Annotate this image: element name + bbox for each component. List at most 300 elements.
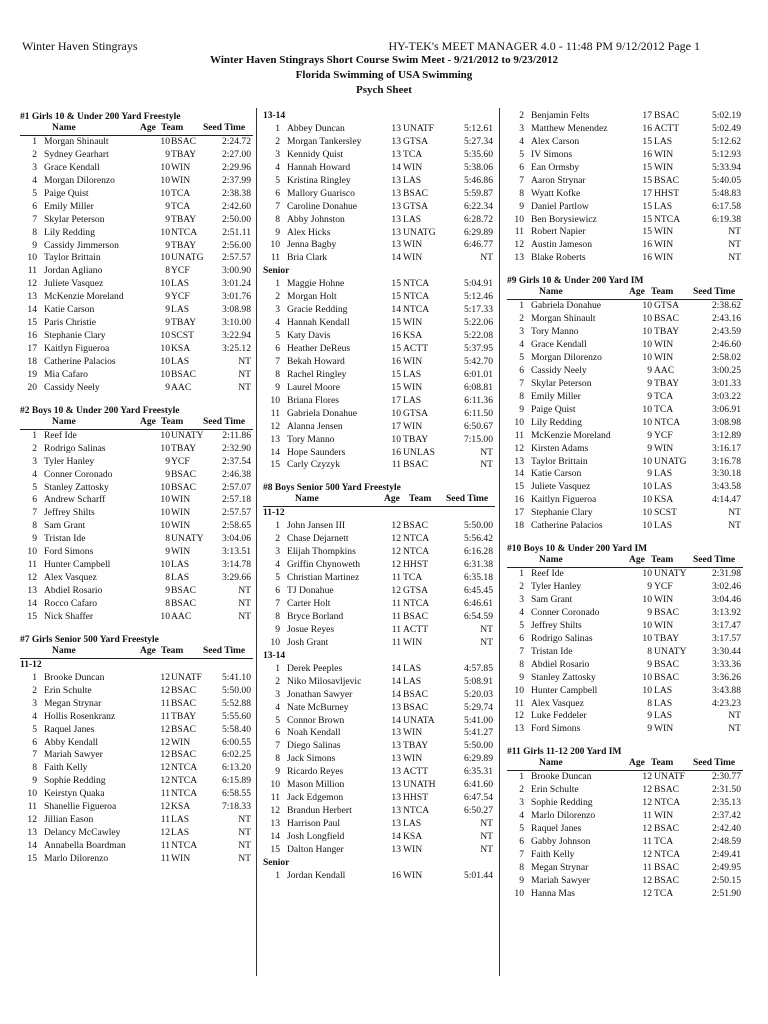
header-age: Age <box>140 123 156 133</box>
team-cell: TCA <box>654 403 674 415</box>
table-row <box>263 870 495 883</box>
swimmer-name-cell: Skylar Peterson <box>531 377 592 389</box>
place-cell: 17 <box>27 343 37 354</box>
place-cell: 10 <box>514 887 524 899</box>
age-cell: 10 <box>642 455 652 467</box>
age-cell: 13 <box>391 740 401 752</box>
seed-time-cell: 2:58.02 <box>711 352 741 363</box>
seed-time-cell: 5:27.34 <box>463 135 493 147</box>
swimmer-name-cell: Mallory Guarisco <box>287 187 355 199</box>
age-cell: 15 <box>391 278 401 290</box>
seed-time-cell: 3:36.26 <box>711 671 741 683</box>
table-row <box>507 685 743 698</box>
swimmer-name-cell: Harrison Paul <box>287 818 341 829</box>
team-cell: YCF <box>654 429 673 441</box>
place-cell: 3 <box>275 546 280 558</box>
seed-time-cell: 6:41.60 <box>463 779 493 791</box>
place-cell: 7 <box>519 848 524 860</box>
team-cell: TBAY <box>654 326 680 338</box>
swimmer-name-cell: Jordan Kendall <box>287 869 346 881</box>
team-cell: WIN <box>654 442 674 454</box>
age-cell: 15 <box>642 213 652 225</box>
table-row <box>263 317 495 330</box>
team-cell: LAS <box>171 827 190 839</box>
team-cell: WIN <box>654 339 674 351</box>
table-row <box>507 214 743 227</box>
place-cell: 2 <box>275 291 280 303</box>
header-seed-time: Seed Time <box>203 123 246 133</box>
meet-host-label: Winter Haven Stingrays <box>22 39 138 53</box>
table-row <box>20 598 253 611</box>
seed-time-cell: 5:22.06 <box>463 317 493 329</box>
place-cell: 3 <box>275 688 280 700</box>
table-row <box>263 831 495 844</box>
team-cell: WIN <box>403 727 423 739</box>
swimmer-name-cell: Abby Johnston <box>287 213 345 225</box>
swimmer-name-cell: Tyler Hanley <box>531 581 582 593</box>
swimmer-name-cell: TJ Donahue <box>287 585 334 597</box>
swimmer-name-cell: Marlo Dilorenzo <box>44 852 109 864</box>
swimmer-name-cell: Emily Miller <box>531 390 581 402</box>
swimmer-name-cell: Ford Simons <box>531 723 581 735</box>
seed-time-cell: 4:23.23 <box>711 697 741 709</box>
swimmer-name-cell: Ricardo Reyes <box>287 766 344 778</box>
seed-time-cell: 2:37.42 <box>711 810 741 822</box>
table-row <box>507 520 743 533</box>
swimmer-name-cell: Reef Ide <box>44 429 77 441</box>
seed-time-cell: NT <box>480 818 493 829</box>
seed-time-cell: 2:11.86 <box>222 429 251 441</box>
seed-time-cell: 2:27.00 <box>221 148 251 160</box>
team-cell: WIN <box>654 619 674 631</box>
team-cell: WIN <box>171 546 191 558</box>
place-cell: 10 <box>270 779 280 791</box>
place-cell: 10 <box>514 416 524 428</box>
seed-time-cell: 3:16.17 <box>711 442 741 454</box>
seed-time-cell: NT <box>238 368 251 380</box>
place-cell: 1 <box>32 429 37 441</box>
team-cell: BSAC <box>654 671 680 683</box>
place-cell: 1 <box>32 136 37 147</box>
age-cell: 9 <box>165 585 170 596</box>
team-cell: BSAC <box>403 688 429 700</box>
team-cell: BSAC <box>171 684 197 696</box>
age-cell: 10 <box>642 300 652 312</box>
place-cell: 14 <box>270 830 280 842</box>
team-cell: WIN <box>171 520 191 532</box>
place-cell: 8 <box>32 226 37 238</box>
table-row <box>507 594 743 607</box>
seed-time-cell: 3:43.88 <box>711 684 741 696</box>
event-spacer <box>507 736 743 745</box>
table-row <box>507 810 743 823</box>
team-cell: LAS <box>171 304 190 316</box>
table-row <box>263 520 495 533</box>
table-header-row <box>20 418 253 430</box>
age-cell: 9 <box>647 581 652 593</box>
table-row <box>20 317 253 330</box>
place-cell: 9 <box>519 874 524 886</box>
seed-time-cell: 6:01.01 <box>463 368 493 380</box>
event-spacer <box>20 624 253 633</box>
place-cell: 8 <box>275 213 280 225</box>
seed-time-cell: 5:50.00 <box>463 740 493 752</box>
table-row <box>263 546 495 559</box>
team-cell: ACTT <box>403 766 429 778</box>
age-cell: 17 <box>642 187 652 199</box>
team-cell: BSAC <box>403 520 429 532</box>
swimmer-name-cell: Stanley Zattosky <box>44 481 109 493</box>
team-cell: UNLAS <box>403 446 435 458</box>
swimmer-name-cell: Alex Vasquez <box>531 697 584 709</box>
table-row <box>20 149 253 162</box>
swimmer-name-cell: Morgan Shinault <box>44 136 109 147</box>
swimmer-name-cell: Cassidy Neely <box>531 364 587 376</box>
header-seed-time: Seed Time <box>203 645 246 656</box>
age-cell: 9 <box>165 546 170 558</box>
team-cell: GTSA <box>403 135 429 147</box>
place-cell: 2 <box>519 581 524 593</box>
seed-time-cell: 2:37.54 <box>221 455 251 467</box>
team-cell: TBAY <box>171 148 197 160</box>
table-row <box>263 291 495 304</box>
seed-time-cell: 3:43.58 <box>711 481 741 493</box>
place-cell: 9 <box>32 239 37 251</box>
swimmer-name-cell: Hunter Campbell <box>44 559 111 571</box>
table-row <box>263 766 495 779</box>
swimmer-name-cell: Skylar Peterson <box>44 213 105 225</box>
age-cell: 9 <box>647 710 652 722</box>
team-cell: BSAC <box>171 585 197 596</box>
seed-time-cell: 3:33.36 <box>711 658 741 670</box>
table-row <box>20 520 253 533</box>
age-cell: 9 <box>647 468 652 480</box>
header-team: Team <box>651 287 674 298</box>
seed-time-cell: 5:59.87 <box>463 187 493 199</box>
place-cell: 4 <box>275 701 280 713</box>
age-cell: 12 <box>160 775 170 787</box>
table-header-row <box>263 495 495 507</box>
place-cell: 10 <box>270 636 280 648</box>
team-cell: WIN <box>171 736 191 748</box>
header-team: Team <box>651 758 674 769</box>
seed-time-cell: 5:38.06 <box>463 161 493 173</box>
team-cell: WIN <box>403 381 423 393</box>
table-row <box>20 456 253 469</box>
table-row <box>20 175 253 188</box>
table-row <box>20 546 253 559</box>
swimmer-name-cell: Raquel Janes <box>44 723 95 735</box>
place-cell: 7 <box>519 174 524 186</box>
seed-time-cell: NT <box>728 507 741 519</box>
swimmer-name-cell: Rodrigo Salinas <box>531 632 593 644</box>
swimmer-name-cell: Diego Salinas <box>287 740 341 752</box>
event-spacer <box>263 472 495 481</box>
age-cell: 12 <box>642 874 652 886</box>
table-row <box>20 737 253 750</box>
table-row <box>20 369 253 382</box>
table-row <box>263 227 495 240</box>
swimmer-name-cell: Grace Kendall <box>44 161 100 173</box>
swimmer-name-cell: Tristan Ide <box>44 533 86 545</box>
seed-time-cell: 6:08.81 <box>463 381 493 393</box>
table-row <box>507 162 743 175</box>
age-cell: 10 <box>160 136 170 147</box>
swimmer-name-cell: Morgan Holt <box>287 291 337 303</box>
seed-time-cell: 2:38.38 <box>221 187 251 199</box>
age-cell: 15 <box>391 343 401 354</box>
seed-time-cell: 5:02.19 <box>711 110 741 121</box>
team-cell: WIN <box>403 753 423 765</box>
place-cell: 10 <box>27 788 37 800</box>
age-cell: 11 <box>642 861 652 873</box>
team-cell: UNATG <box>403 226 436 238</box>
swimmer-name-cell: Lily Redding <box>44 226 95 238</box>
seed-time-cell: 4:57.85 <box>463 662 493 674</box>
seed-time-cell: 6:35.31 <box>463 766 493 778</box>
team-cell: BSAC <box>171 697 197 709</box>
place-cell: 5 <box>519 619 524 631</box>
seed-time-cell: 5:29.74 <box>463 701 493 713</box>
swimmer-name-cell: Josh Longfield <box>287 830 345 842</box>
header-seed-time: Seed Time <box>693 287 736 298</box>
place-cell: 8 <box>32 520 37 532</box>
seed-time-cell: 2:51.11 <box>222 226 251 238</box>
age-cell: 12 <box>642 887 652 899</box>
seed-time-cell: 3:00.25 <box>711 364 741 376</box>
table-row <box>20 291 253 304</box>
place-cell: 18 <box>514 520 524 532</box>
table-row <box>263 123 495 136</box>
table-row <box>263 792 495 805</box>
seed-time-cell: 6:58.55 <box>221 788 251 800</box>
table-row <box>20 853 253 866</box>
table-row <box>263 689 495 702</box>
seed-time-cell: 5:22.08 <box>463 330 493 342</box>
table-row <box>263 559 495 572</box>
team-cell: NTCA <box>403 546 430 558</box>
place-cell: 6 <box>275 343 280 354</box>
table-row <box>20 278 253 291</box>
team-cell: BSAC <box>403 459 429 471</box>
team-cell: UNATY <box>171 533 204 545</box>
age-cell: 9 <box>165 200 170 212</box>
age-cell: 10 <box>642 520 652 532</box>
table-row <box>263 149 495 162</box>
swimmer-name-cell: Blake Roberts <box>531 252 586 264</box>
age-cell: 15 <box>642 174 652 186</box>
swimmer-name-cell: Lily Redding <box>531 416 582 428</box>
age-cell: 10 <box>642 339 652 351</box>
place-cell: 12 <box>270 420 280 432</box>
header-seed-time: Seed Time <box>203 416 246 427</box>
swimmer-name-cell: Josh Grant <box>287 636 329 648</box>
swimmer-name-cell: Gabriela Donahue <box>531 300 602 312</box>
table-row <box>20 265 253 278</box>
seed-time-cell: 3:08.98 <box>711 416 741 428</box>
seed-time-cell: 3:01.33 <box>711 377 741 389</box>
age-cell: 9 <box>647 377 652 389</box>
table-row <box>20 430 253 443</box>
swimmer-name-cell: Ean Ormsby <box>531 161 580 173</box>
team-cell: BSAC <box>654 784 680 796</box>
age-cell: 12 <box>160 827 170 839</box>
age-cell: 9 <box>165 317 170 329</box>
place-cell: 4 <box>275 161 280 173</box>
team-cell: TBAY <box>171 317 197 329</box>
table-row <box>263 753 495 766</box>
team-cell: WIN <box>654 252 674 264</box>
age-cell: 8 <box>165 572 170 584</box>
team-cell: TBAY <box>654 377 680 389</box>
seed-time-cell: NT <box>728 520 741 532</box>
seed-time-cell: 5:55.60 <box>221 710 251 722</box>
table-row <box>507 378 743 391</box>
place-cell: 20 <box>27 381 37 393</box>
age-cell: 12 <box>391 585 401 597</box>
place-cell: 3 <box>275 304 280 316</box>
place-cell: 2 <box>32 148 37 160</box>
age-cell: 16 <box>642 148 652 160</box>
team-cell: NTCA <box>403 278 430 290</box>
seed-time-cell: 6:50.27 <box>463 805 493 817</box>
age-cell: 17 <box>391 420 401 432</box>
seed-time-cell: NT <box>480 459 493 471</box>
table-row <box>20 788 253 801</box>
place-cell: 6 <box>275 727 280 739</box>
place-cell: 8 <box>519 187 524 199</box>
swimmer-name-cell: Hanna Mas <box>531 887 575 899</box>
table-row <box>507 659 743 672</box>
team-cell: NTCA <box>654 213 681 225</box>
swimmer-name-cell: Kristina Ringley <box>287 174 351 186</box>
team-cell: SCST <box>654 507 677 519</box>
swimmer-name-cell: Connor Brown <box>287 714 345 726</box>
team-cell: NTCA <box>171 226 198 238</box>
header-age: Age <box>140 645 156 656</box>
header-team: Team <box>161 416 184 427</box>
event-title: #2 Boys 10 & Under 200 Yard Freestyle <box>20 405 180 416</box>
swimmer-name-cell: Sophie Redding <box>44 775 106 787</box>
age-cell: 13 <box>391 174 401 186</box>
swimmer-name-cell: Taylor Brittain <box>44 252 101 264</box>
team-cell: LAS <box>654 468 673 480</box>
team-cell: ACTT <box>654 122 680 134</box>
team-cell: WIN <box>403 317 423 329</box>
team-cell: HHST <box>654 187 680 199</box>
table-header-row <box>507 556 743 568</box>
seed-time-cell: 2:43.59 <box>711 326 741 338</box>
table-row <box>507 391 743 404</box>
age-group-label: Senior <box>263 266 290 277</box>
swimmer-name-cell: Caroline Donahue <box>287 200 358 212</box>
team-cell: TBAY <box>654 632 680 644</box>
swimmer-name-cell: Katie Carson <box>531 468 582 480</box>
place-cell: 2 <box>275 675 280 687</box>
team-cell: LAS <box>403 368 422 380</box>
seed-time-cell: 6:50.67 <box>463 420 493 432</box>
place-cell: 6 <box>519 632 524 644</box>
team-cell: ACTT <box>403 343 429 354</box>
table-row <box>263 611 495 624</box>
place-cell: 5 <box>275 714 280 726</box>
place-cell: 9 <box>519 671 524 683</box>
place-cell: 3 <box>519 326 524 338</box>
seed-time-cell: NT <box>238 840 251 851</box>
place-cell: 3 <box>32 697 37 709</box>
age-cell: 12 <box>391 559 401 571</box>
place-cell: 13 <box>27 291 37 303</box>
team-cell: UNATF <box>403 123 434 134</box>
age-cell: 10 <box>160 610 170 622</box>
swimmer-name-cell: Cassidy Neely <box>44 381 100 393</box>
age-cell: 17 <box>642 110 652 121</box>
place-cell: 1 <box>519 300 524 312</box>
swimmer-name-cell: Kaitlyn Figueroa <box>531 494 597 506</box>
seed-time-cell: 3:25.12 <box>221 343 251 354</box>
age-cell: 10 <box>642 313 652 325</box>
swimmer-name-cell: Tory Manno <box>531 326 579 338</box>
place-cell: 7 <box>275 355 280 367</box>
swimmer-name-cell: Shanellie Figueroa <box>44 801 117 813</box>
swimmer-name-cell: Nick Shaffer <box>44 610 94 622</box>
swimmer-name-cell: McKenzie Moreland <box>44 291 124 303</box>
swimmer-name-cell: Jeffrey Shilts <box>44 507 95 519</box>
age-cell: 12 <box>160 749 170 761</box>
swimmer-name-cell: Hunter Campbell <box>531 684 598 696</box>
age-cell: 9 <box>165 304 170 316</box>
team-cell: GTSA <box>403 585 429 597</box>
swimmer-name-cell: Carly Czyzyk <box>287 459 341 471</box>
table-row <box>263 663 495 676</box>
age-cell: 10 <box>642 352 652 363</box>
team-cell: NTCA <box>654 797 681 809</box>
age-cell: 12 <box>642 848 652 860</box>
age-cell: 16 <box>391 869 401 881</box>
place-cell: 13 <box>27 827 37 839</box>
table-row <box>507 468 743 481</box>
seed-time-cell: NT <box>728 710 741 722</box>
swimmer-name-cell: Niko Milosavljevic <box>287 675 362 687</box>
team-cell: UNATY <box>654 568 687 580</box>
team-cell: NTCA <box>403 805 430 817</box>
table-row <box>263 214 495 227</box>
place-cell: 1 <box>275 278 280 290</box>
seed-time-cell: 6:47.54 <box>463 792 493 804</box>
seed-time-cell: 6:54.59 <box>463 610 493 622</box>
seed-time-cell: 5:50.00 <box>221 684 251 696</box>
seed-time-cell: 5:46.86 <box>463 174 493 186</box>
table-row <box>507 784 743 797</box>
team-cell: NTCA <box>171 840 198 851</box>
swimmer-name-cell: Conner Coronado <box>531 606 600 618</box>
table-row <box>263 702 495 715</box>
place-cell: 4 <box>32 710 37 722</box>
seed-time-cell: 2:46.38 <box>221 468 251 480</box>
team-cell: TCA <box>403 572 423 584</box>
table-row <box>507 123 743 136</box>
table-row <box>20 136 253 149</box>
place-cell: 2 <box>519 784 524 796</box>
swimmer-name-cell: Keirstyn Quaka <box>44 788 105 800</box>
team-cell: YCF <box>171 455 190 467</box>
age-cell: 9 <box>165 148 170 160</box>
place-cell: 11 <box>270 792 280 804</box>
event-title: #11 Girls 11-12 200 Yard IM <box>507 747 622 758</box>
seed-time-cell: 6:17.58 <box>711 200 741 212</box>
age-cell: 10 <box>642 416 652 428</box>
team-cell: BSAC <box>171 136 197 147</box>
